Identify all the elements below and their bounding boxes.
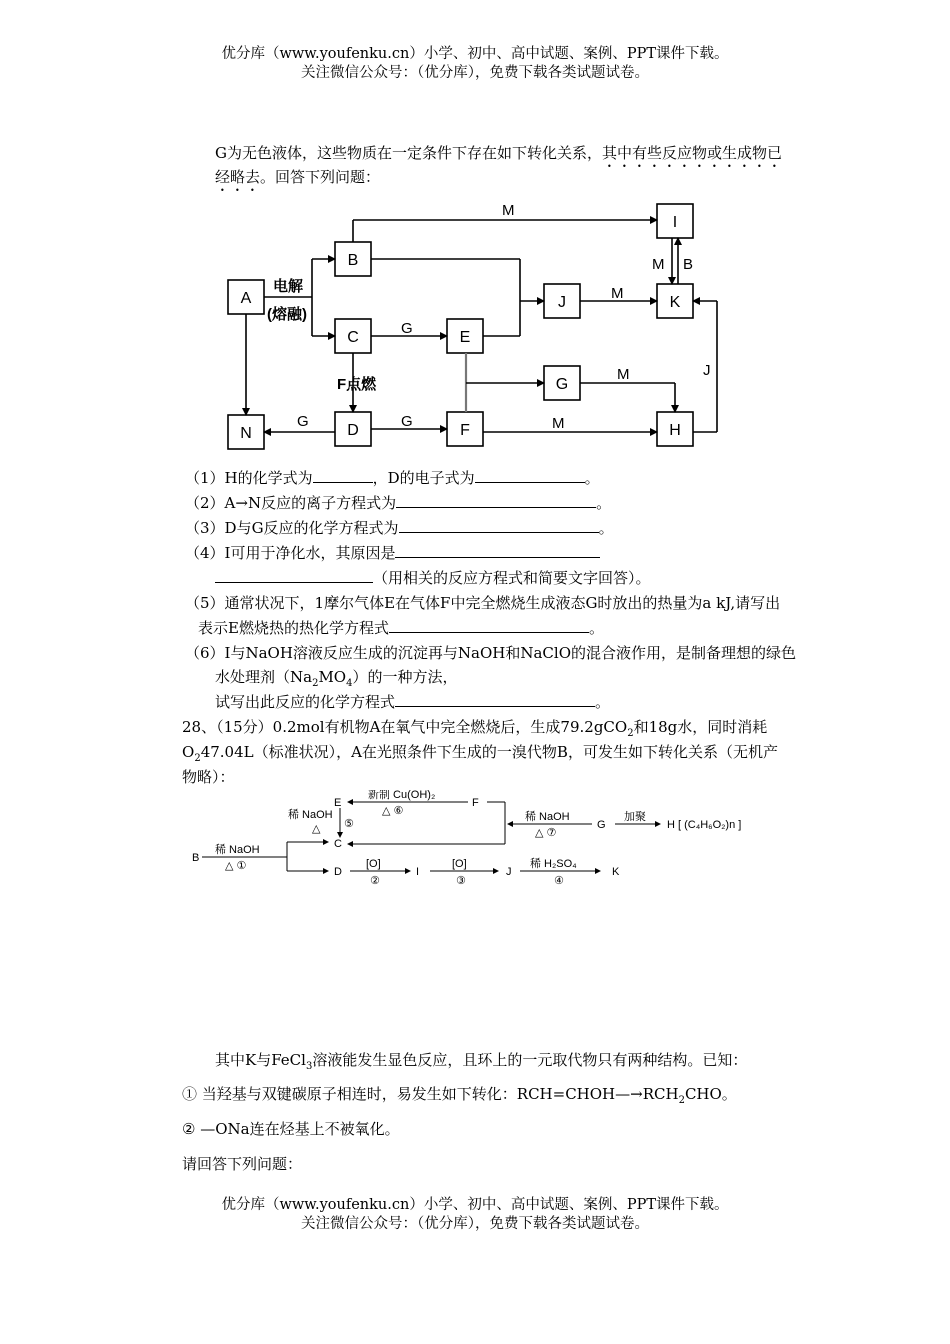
node-J-label: J bbox=[558, 294, 566, 311]
question-6-cont: 水处理剂$(Na_2MO_4)$的一种方法， bbox=[215, 668, 458, 689]
d2-r3-top: [O] bbox=[452, 858, 467, 870]
d2-r6-bot: △ ⑥ bbox=[382, 805, 404, 817]
label-electrolysis: 电解 bbox=[273, 278, 304, 295]
label-m-g-h: M bbox=[617, 366, 630, 383]
node-K-label: K bbox=[669, 294, 681, 311]
node-E-label: E bbox=[459, 329, 471, 346]
page-footer bbox=[0, 1196, 950, 1234]
d2-node-I: I bbox=[416, 866, 420, 878]
answer-blank[interactable] bbox=[475, 467, 585, 483]
d2-addp: 加聚 bbox=[624, 811, 646, 823]
known-2: ② —ONa连在烃基上不被氧化。 bbox=[182, 1120, 400, 1138]
footer-line-1: 优分库（www.youfenku.cn）小学、初中、高中试题、案例、PPT课件下载。 bbox=[221, 1197, 729, 1213]
label-m-f-h: M bbox=[552, 415, 565, 432]
header-line-1: 优分库（www.youfenku.cn）小学、初中、高中试题、案例、PPT课件下载。 bbox=[221, 46, 729, 62]
answer-blank[interactable] bbox=[389, 617, 589, 633]
known-1: ① 当羟基与双键碳原子相连时，易发生如下转化：$RCH=CHOH—\to RCH_2CHO$。 bbox=[182, 1085, 737, 1106]
d2-node-C: C bbox=[334, 838, 342, 850]
question-6: （6）I与NaOH溶液反应生成的沉淀再与NaOH和NaClO的混合液作用，是制备理想的绿色 bbox=[185, 644, 797, 662]
question-4: （4）I可用于净化水，其原因是 bbox=[185, 542, 600, 564]
d2-node-G: G bbox=[597, 819, 606, 831]
intro-line-2: 经略去。回答下列问题： bbox=[215, 168, 381, 186]
d2-r5-bot: △ bbox=[312, 823, 321, 835]
label-g-c-e: G bbox=[401, 320, 413, 337]
label-m-j-k: M bbox=[611, 285, 624, 302]
question-6-ask: 试写出此反应的化学方程式 。 bbox=[215, 693, 611, 711]
answer-blank[interactable] bbox=[395, 691, 595, 707]
question-4-cont: （用相关的反应方程式和简要文字回答）。 bbox=[215, 567, 651, 589]
node-C-label: C bbox=[347, 329, 359, 346]
known-intro: 其中K与FeCl$_3$溶液能发生显色反应，且环上的一元取代物只有两种结构。已知： bbox=[215, 1051, 748, 1072]
problem-28-line-1: 28、（15分）0.2mol有机物A在氧气中完全燃烧后，生成79.2gCO$_2$和18g水，同时消耗 bbox=[182, 718, 768, 739]
label-molten: (熔融) bbox=[267, 306, 307, 323]
problem-28-line-2: $O_247.04L$（标准状况），A在光照条件下生成的一溴代物B，可发生如下转化关系（无机产 bbox=[182, 743, 778, 764]
problem-28-line-3: 物略）： bbox=[182, 768, 235, 786]
d2-r1-bot: △ ① bbox=[225, 860, 247, 872]
d2-r4-top: 稀 H₂SO₄ bbox=[530, 858, 577, 870]
label-g-d-f: G bbox=[401, 413, 413, 430]
question-5: （5）通常状况下，1摩尔气体E在气体F中完全燃烧生成液态G时放出的热量为a kJ,请写出 bbox=[185, 594, 781, 612]
d2-r2-bot: ② bbox=[370, 875, 380, 887]
node-D-label: D bbox=[347, 422, 359, 439]
node-A-label: A bbox=[240, 290, 252, 307]
label-m-i-k: M bbox=[652, 256, 665, 273]
d2-r6-top: 新制 Cu(OH)₂ bbox=[368, 790, 436, 801]
node-G-label: G bbox=[555, 376, 569, 393]
answer-blank[interactable] bbox=[313, 467, 373, 483]
d2-r7-top: 稀 NaOH bbox=[525, 811, 570, 823]
answer-blank[interactable] bbox=[215, 567, 373, 583]
d2-node-F: F bbox=[472, 797, 479, 809]
node-F-label: F bbox=[460, 422, 470, 439]
label-j-h-k: J bbox=[703, 362, 711, 379]
header-line-2: 关注微信公众号：（优分库），免费下载各类试题试卷。 bbox=[301, 65, 649, 81]
d2-node-H: H [ (C₄H₆O₂)n ] bbox=[667, 819, 742, 831]
d2-r5-top: 稀 NaOH bbox=[288, 809, 333, 821]
question-2: （2）A→N反应的离子方程式为 。 bbox=[185, 494, 612, 512]
d2-r1-top: 稀 NaOH bbox=[215, 844, 260, 856]
node-N-label: N bbox=[240, 425, 252, 442]
label-g-d-n: G bbox=[297, 413, 309, 430]
footer-line-2: 关注微信公众号：（优分库），免费下载各类试题试卷。 bbox=[301, 1216, 649, 1232]
d2-node-E: E bbox=[334, 797, 342, 809]
question-1: （1）H的化学式为 ，D的电子式为 。 bbox=[185, 469, 600, 487]
reaction-diagram-2 bbox=[190, 790, 830, 890]
reaction-diagram-1 bbox=[215, 195, 725, 460]
label-f-ignite: F点燃 bbox=[337, 376, 377, 393]
label-b-k-i: B bbox=[683, 256, 694, 273]
label-m-b-i: M bbox=[502, 202, 515, 219]
d2-node-B: B bbox=[192, 852, 200, 864]
d2-node-J: J bbox=[506, 866, 512, 878]
d2-node-K: K bbox=[612, 866, 620, 878]
d2-r5-num: ⑤ bbox=[344, 818, 354, 830]
d2-r3-bot: ③ bbox=[456, 875, 466, 887]
node-B-label: B bbox=[347, 252, 359, 269]
page-header bbox=[0, 45, 950, 83]
prompt-answer: 请回答下列问题： bbox=[182, 1155, 303, 1173]
answer-blank[interactable] bbox=[395, 542, 600, 558]
d2-r4-bot: ④ bbox=[554, 875, 564, 887]
d2-r2-top: [O] bbox=[366, 858, 381, 870]
question-5-cont: 表示E燃烧热的热化学方程式 。 bbox=[198, 619, 604, 637]
answer-blank[interactable] bbox=[396, 492, 596, 508]
intro-line-1: G为无色液体，这些物质在一定条件下存在如下转化关系，其中有些反应物或生成物已 bbox=[215, 144, 783, 162]
node-I-label: I bbox=[672, 214, 678, 231]
d2-node-D: D bbox=[334, 866, 342, 878]
node-H-label: H bbox=[669, 422, 681, 439]
question-3: （3）D与G反应的化学方程式为 。 bbox=[185, 519, 614, 537]
answer-blank[interactable] bbox=[399, 517, 599, 533]
d2-r7-bot: △ ⑦ bbox=[535, 827, 557, 839]
